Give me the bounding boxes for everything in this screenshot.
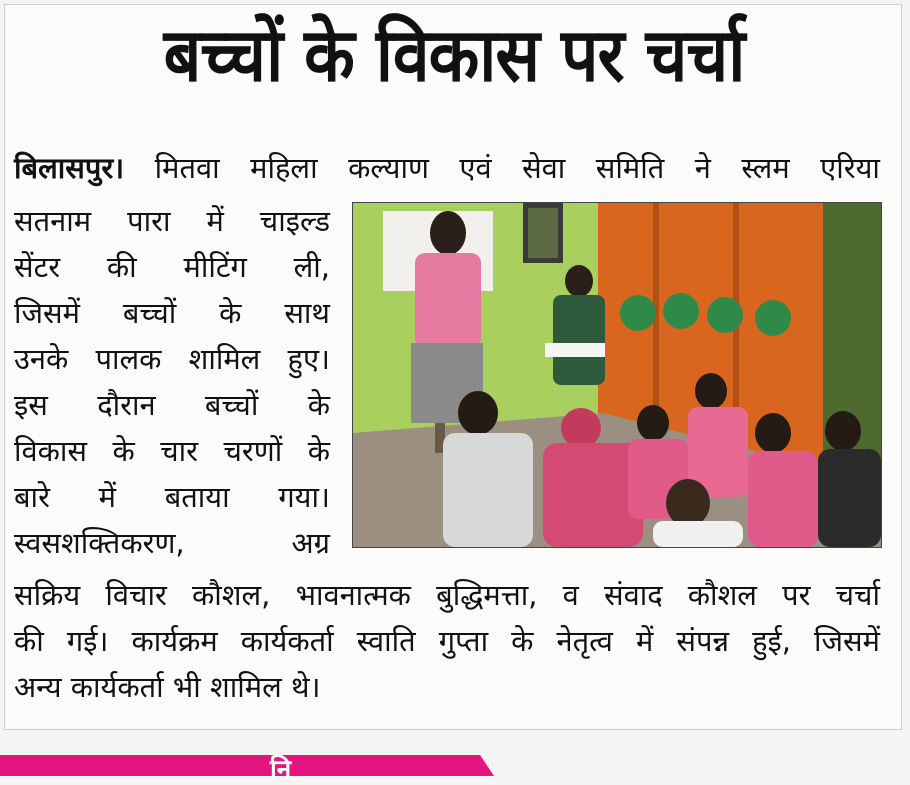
text-word: उनके [14, 342, 69, 376]
text-line [14, 382, 330, 428]
text-word: में [206, 204, 224, 238]
text-word: पर [782, 578, 811, 612]
text-word: साथ [284, 296, 330, 330]
text-word: बुद्धिमत्ता, [436, 578, 538, 612]
text-line [14, 244, 330, 290]
lead-word: कल्याण [348, 151, 429, 185]
text-word: हुए। [287, 342, 330, 376]
lead-word: स्लम [741, 151, 790, 185]
dateline: बिलासपुर। [14, 151, 125, 185]
lead-word: ने [694, 151, 711, 185]
text-word: व [562, 578, 579, 612]
text-line [14, 290, 330, 336]
text-word: सक्रिय [14, 578, 81, 612]
text-word: सतनाम [14, 204, 92, 238]
text-word: विचार [105, 578, 167, 612]
text-word: अग्र [291, 526, 330, 560]
meeting-photo [352, 202, 882, 548]
text-word: गई। [66, 624, 109, 658]
text-word: गुप्ता [438, 624, 489, 658]
text-word: बताया [164, 480, 230, 514]
text-word: गया। [278, 480, 330, 514]
meeting-photo-illustration [353, 203, 881, 547]
text-line [14, 198, 330, 244]
text-word: कौशल, [192, 578, 271, 612]
text-word: ली, [293, 250, 330, 284]
banner-partial-text: नि [270, 755, 292, 785]
text-word: कार्यक्रम [131, 624, 218, 658]
text-word: जिसमें [814, 624, 880, 658]
text-word: बच्चों [204, 388, 259, 422]
next-article-banner [0, 755, 480, 776]
text-word: में [98, 480, 116, 514]
lead-word: समिति [595, 151, 665, 185]
text-word: के [511, 624, 534, 658]
text-word: इस [14, 388, 48, 422]
text-word: बारे [14, 480, 50, 514]
text-word: के [307, 434, 330, 468]
text-word: स्वाति [356, 624, 416, 658]
text-line [14, 572, 880, 618]
text-line [14, 664, 880, 710]
headline: बच्चों के विकास पर चर्चा [163, 12, 745, 99]
text-word: सेंटर [14, 250, 61, 284]
bottom-text [14, 572, 880, 710]
lead-word: मितवा [154, 151, 220, 185]
left-column-text [14, 198, 330, 566]
text-line [14, 336, 330, 382]
text-word: बच्चों [122, 296, 177, 330]
text-word: विकास [14, 434, 88, 468]
text-word: की [14, 624, 44, 658]
text-word: अन्य कार्यकर्ता भी शामिल थे। [14, 670, 321, 704]
text-word: नेतृत्व [556, 624, 613, 658]
text-word: जिसमें [14, 296, 80, 330]
text-line [14, 618, 880, 664]
text-word: संपन्न [676, 624, 730, 658]
text-word: की [106, 250, 137, 284]
text-word: दौरान [97, 388, 156, 422]
text-line [14, 474, 330, 520]
text-word: शामिल [188, 342, 261, 376]
text-word: चाइल्ड [259, 204, 330, 238]
lead-word: एवं [459, 151, 492, 185]
text-word: में [636, 624, 654, 658]
text-word: पारा [127, 204, 171, 238]
text-line [14, 428, 330, 474]
lead-word: सेवा [522, 151, 566, 185]
text-word: संवाद [603, 578, 663, 612]
text-word: पालक [95, 342, 162, 376]
text-word: के [307, 388, 330, 422]
text-word: कौशल [687, 578, 757, 612]
text-word: के [112, 434, 135, 468]
text-line [14, 520, 330, 566]
text-word: चर्चा [835, 578, 880, 612]
text-word: चरणों [223, 434, 283, 468]
text-word: चार [160, 434, 199, 468]
text-word: के [219, 296, 242, 330]
text-word: स्वसशक्तिकरण, [14, 526, 185, 560]
text-word: हुई, [752, 624, 791, 658]
text-word: भावनात्मक [295, 578, 411, 612]
banner-arrow [480, 755, 494, 776]
lead-word: एरिया [820, 151, 880, 185]
lead-line [14, 148, 880, 187]
text-word: मीटिंग [183, 250, 247, 284]
text-word: कार्यकर्ता [240, 624, 334, 658]
lead-word: महिला [250, 151, 318, 185]
